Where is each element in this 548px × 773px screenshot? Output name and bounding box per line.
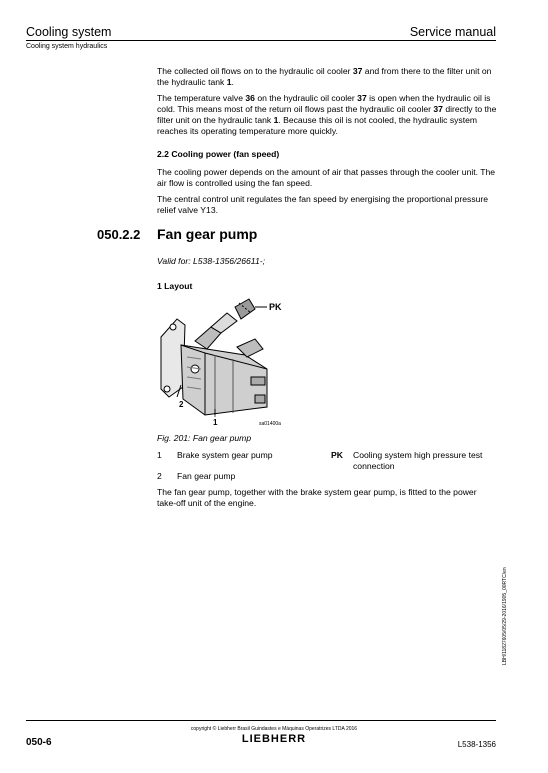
- header-subsection: Cooling system hydraulics: [26, 43, 108, 50]
- figure-image-code: sa01400a: [259, 421, 281, 427]
- header-manual-title: Service manual: [409, 25, 496, 39]
- paragraph-oil-flow: The collected oil flows on to the hydraulic oil cooler 37 and from there to the filter unit on the hydraulic tank 1.: [157, 66, 492, 87]
- paragraph-cooling-power: The cooling power depends on the amount of air that passes through the cooler unit. The air flow is controlled using the fan speed.: [157, 167, 496, 188]
- fan-gear-pump-figure: [155, 297, 295, 427]
- fan-gear-pump-drawing: [155, 297, 295, 427]
- header-section-title: Cooling system: [26, 25, 112, 39]
- paragraph-fan-gear-pump: The fan gear pump, together with the brake system gear pump, is fitted to the power take-off unit of the engine.: [157, 487, 477, 508]
- figure-label-1: 1: [213, 418, 218, 427]
- valid-for-note: Valid for: L538-1356/26611-;: [157, 256, 265, 266]
- footer-model: L538-1356: [457, 740, 496, 749]
- layout-heading: 1 Layout: [157, 281, 193, 291]
- legend-key-1: 1: [157, 450, 162, 460]
- legend-text-pk: Cooling system high pressure test connection: [353, 450, 483, 471]
- footer-page-number: 050-6: [26, 737, 52, 748]
- footer-copyright: copyright © Liebherr Brasil Guindastes e Máquinas Operatrizes LTDA 2016: [190, 726, 358, 732]
- legend-text-2: Fan gear pump: [177, 471, 236, 481]
- figure-label-pk: PK: [269, 302, 282, 312]
- liebherr-logo: LIEBHERR: [241, 733, 307, 745]
- figure-caption: Fig. 201: Fan gear pump: [157, 433, 252, 443]
- legend-text-1: Brake system gear pump: [177, 450, 273, 460]
- subheading-cooling-power: 2.2 Cooling power (fan speed): [157, 149, 280, 159]
- paragraph-fan-speed-control: The central control unit regulates the fan speed by energising the proportional pressure relief valve Y13.: [157, 194, 489, 215]
- legend-key-pk: PK: [331, 450, 343, 460]
- document-code-vertical: LBH/11827605/05/29-2016/1905_00RTC/en: [502, 567, 508, 665]
- paragraph-temperature-valve: The temperature valve 36 on the hydraulic oil cooler 37 is open when the hydraulic oil is cold. This means most of the return oil flows past the hydraulic oil cooler 37 directly to the filter unit on the hydraulic tank 1. Because this oil is not cooled, the hydraulic system reaches its operating temperature more quickly.: [157, 93, 497, 136]
- section-title: Fan gear pump: [157, 226, 258, 242]
- footer-divider: [26, 720, 496, 721]
- figure-label-2: 2: [179, 400, 184, 409]
- legend-key-2: 2: [157, 471, 162, 481]
- section-number: 050.2.2: [97, 227, 141, 242]
- header-divider: [26, 40, 496, 41]
